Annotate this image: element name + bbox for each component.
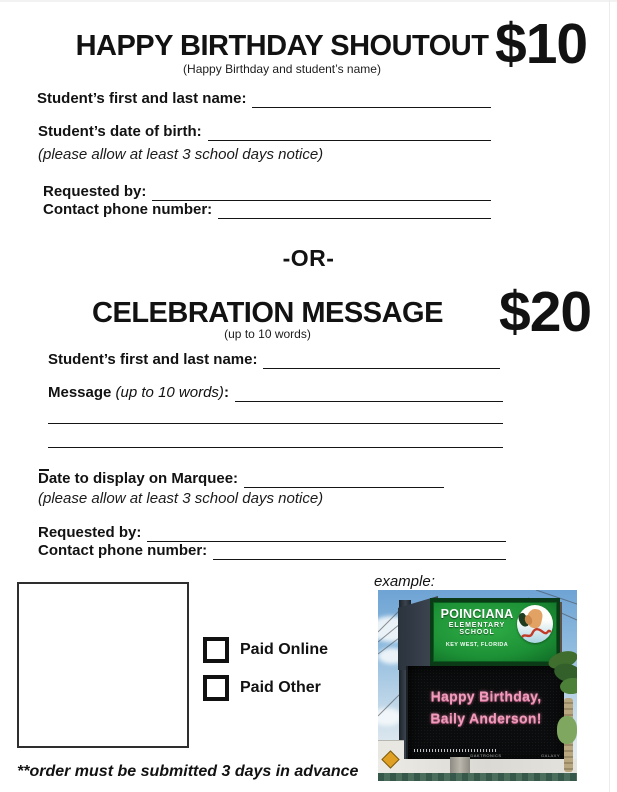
marquee-message-line1: Happy Birthday, bbox=[430, 688, 542, 704]
advance-order-note: **order must be submitted 3 days in advance bbox=[17, 763, 359, 780]
led-tick-row bbox=[414, 749, 496, 752]
shoutout-requested-by-input-line[interactable] bbox=[152, 187, 491, 201]
green-bush bbox=[557, 716, 577, 744]
shoutout-title: HAPPY BIRTHDAY SHOUTOUT bbox=[75, 30, 489, 62]
hedge-strip bbox=[378, 773, 577, 781]
celebration-message-label: Message bbox=[48, 384, 112, 401]
or-divider: -OR- bbox=[282, 245, 335, 271]
celebration-name-input-line[interactable] bbox=[263, 355, 500, 369]
celebration-message-colon: : bbox=[223, 384, 229, 401]
shoutout-requested-by-label: Requested by: bbox=[43, 183, 147, 200]
paid-online-checkbox[interactable] bbox=[203, 637, 229, 663]
shoutout-dob-input-line[interactable] bbox=[208, 127, 491, 141]
celebration-phone-row bbox=[38, 543, 506, 560]
celebration-message-input-line[interactable] bbox=[235, 388, 503, 402]
celebration-date-label: Date to display on Marquee: bbox=[38, 470, 239, 487]
shoutout-notice: (please allow at least 3 school days notice) bbox=[38, 146, 324, 163]
led-brand-center: DAKTRONICS bbox=[470, 753, 502, 758]
marquee-message-line2: Baily Anderson! bbox=[430, 710, 542, 726]
school-location: KEY WEST, FLORIDA bbox=[445, 642, 509, 648]
school-mascot-logo bbox=[517, 605, 553, 643]
school-type: ELEMENTARY SCHOOL bbox=[448, 622, 506, 636]
celebration-price: $20 bbox=[499, 280, 592, 344]
celebration-subtitle: (up to 10 words) bbox=[224, 327, 311, 341]
shoutout-name-input-line[interactable] bbox=[252, 94, 491, 108]
celebration-name-row bbox=[48, 352, 500, 369]
celebration-date-row bbox=[38, 471, 444, 488]
celebration-phone-label: Contact phone number: bbox=[38, 542, 208, 559]
shoutout-dob-label: Student’s date of birth: bbox=[38, 123, 202, 140]
celebration-message-hint: (up to 10 words) bbox=[111, 384, 224, 401]
celebration-requested-by-row bbox=[38, 525, 506, 542]
led-marquee-board bbox=[406, 666, 564, 760]
message-continuation-line-2[interactable] bbox=[48, 434, 503, 448]
paid-other-checkbox[interactable] bbox=[203, 675, 229, 701]
page-edge-right bbox=[609, 0, 610, 792]
celebration-title: CELEBRATION MESSAGE bbox=[92, 297, 443, 329]
example-label: example: bbox=[374, 573, 435, 590]
school-sign-text bbox=[435, 607, 519, 648]
example-marquee-photo bbox=[378, 590, 577, 781]
shoutout-dob-row bbox=[38, 124, 491, 141]
celebration-phone-input-line[interactable] bbox=[213, 546, 506, 560]
paid-online-label: Paid Online bbox=[240, 641, 329, 658]
celebration-name-label: Student’s first and last name: bbox=[48, 351, 258, 368]
shoutout-phone-input-line[interactable] bbox=[218, 205, 491, 219]
shoutout-subtitle: (Happy Birthday and student’s name) bbox=[183, 62, 381, 76]
celebration-requested-by-label: Requested by: bbox=[38, 524, 142, 541]
celebration-requested-by-input-line[interactable] bbox=[147, 528, 506, 542]
shoutout-phone-row bbox=[43, 202, 491, 219]
shoutout-name-row bbox=[37, 91, 491, 108]
school-name: POINCIANA bbox=[440, 607, 514, 621]
shoutout-phone-label: Contact phone number: bbox=[43, 201, 213, 218]
message-continuation-line-1[interactable] bbox=[48, 410, 503, 424]
led-brand-right: GALAXY bbox=[540, 753, 560, 758]
celebration-notice: (please allow at least 3 school days notice) bbox=[38, 490, 324, 507]
celebration-message-row bbox=[48, 385, 503, 402]
celebration-date-input-line[interactable] bbox=[244, 474, 444, 488]
shoutout-name-label: Student’s first and last name: bbox=[37, 90, 247, 107]
paid-other-label: Paid Other bbox=[240, 679, 321, 696]
shoutout-requested-by-row bbox=[43, 184, 491, 201]
shoutout-price: $10 bbox=[495, 12, 588, 76]
blank-write-in-box[interactable] bbox=[17, 582, 189, 748]
page-edge-top bbox=[0, 0, 617, 2]
